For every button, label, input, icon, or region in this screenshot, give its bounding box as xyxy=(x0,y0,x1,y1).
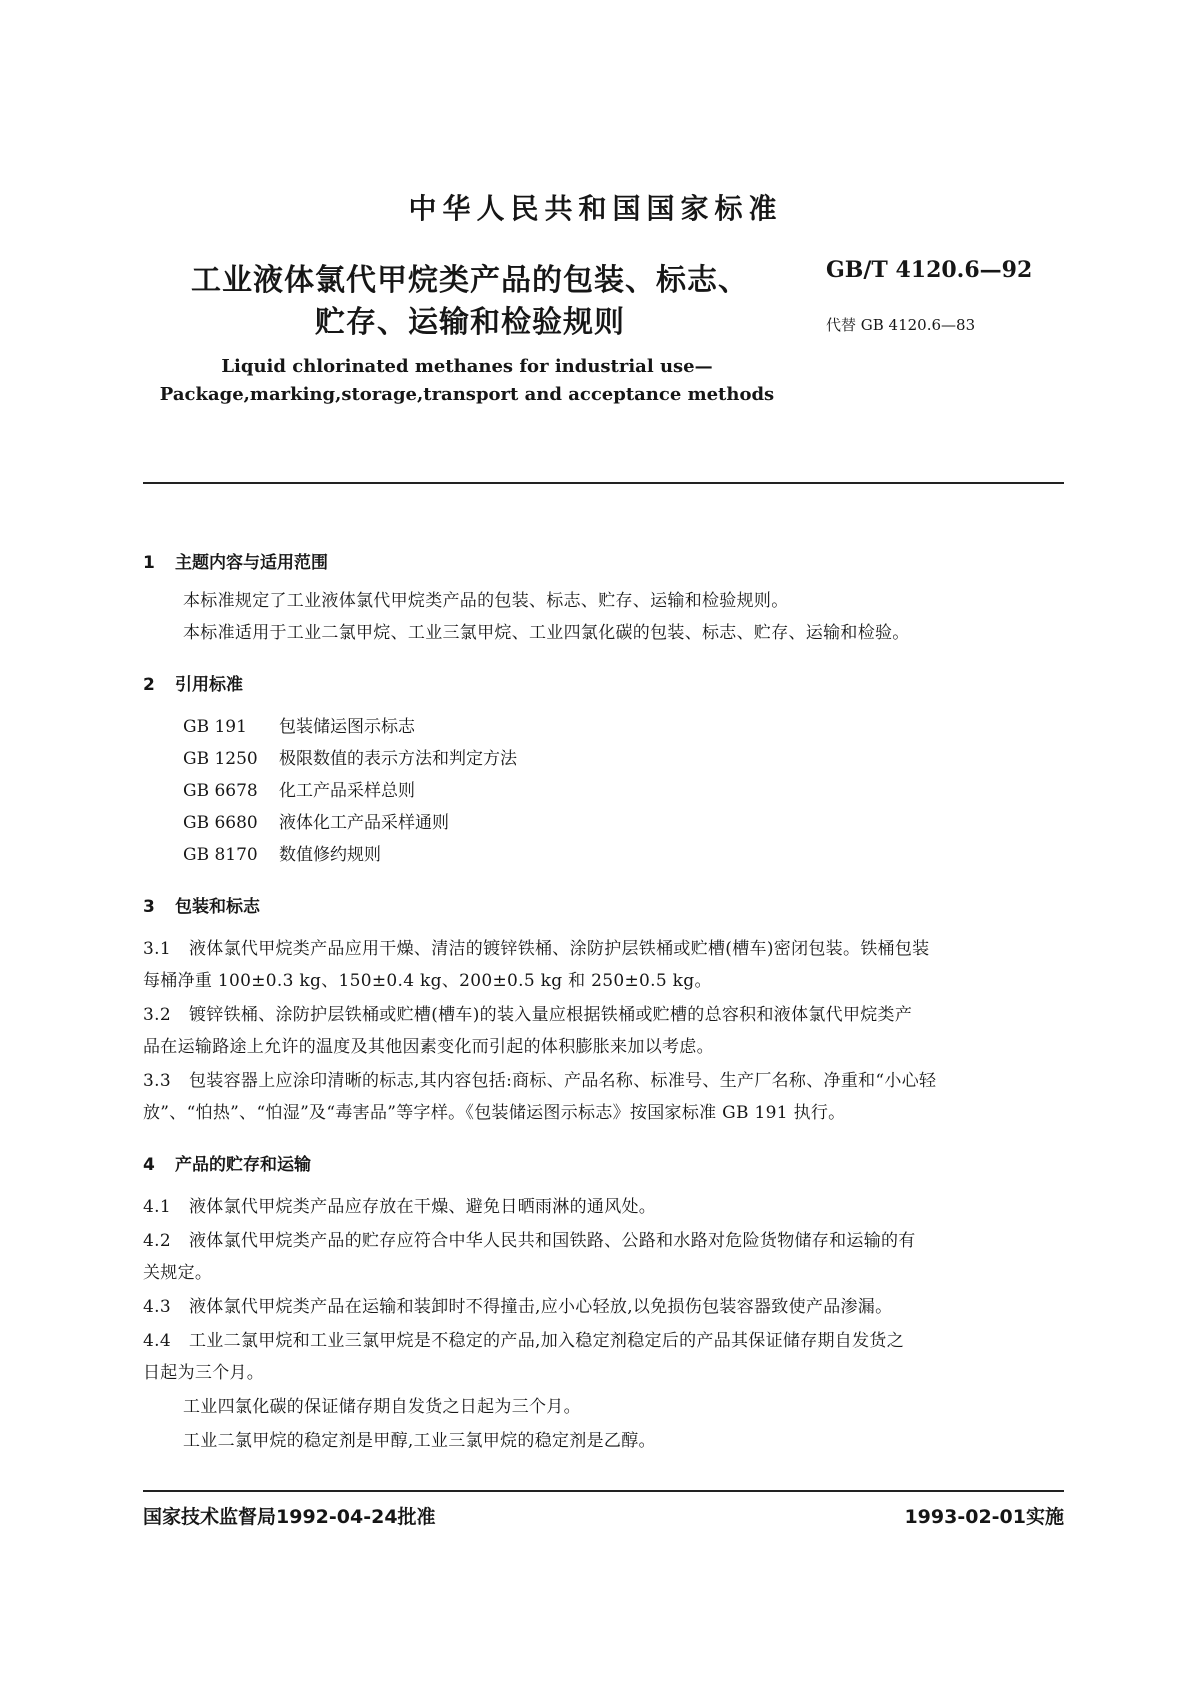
reference-code: GB 6680 xyxy=(183,813,258,833)
reference-title: 数值修约规则 xyxy=(279,845,381,865)
clause-4-1-line-1 xyxy=(143,1192,656,1217)
section-title: 产品的贮存和运输 xyxy=(175,1155,311,1175)
clause-text: 液体氯代甲烷类产品的贮存应符合中华人民共和国铁路、公路和水路对危险货物储存和运输的有 xyxy=(189,1231,916,1251)
replaces-standard: 代替 GB 4120.6—83 xyxy=(826,316,976,334)
document-title-line1: 工业液体氯代甲烷类产品的包装、标志、 xyxy=(191,263,749,298)
clause-text: 包装容器上应涂印清晰的标志,其内容包括:商标、产品名称、标准号、生产厂名称、净重和“小心轻 xyxy=(189,1071,937,1091)
section-4-paragraph-1: 工业四氯化碳的保证储存期自发货之日起为三个月。 xyxy=(183,1397,581,1417)
reference-item xyxy=(183,776,415,801)
clause-3-1-line-2: 每桶净重 100±0.3 kg、150±0.4 kg、200±0.5 kg 和 250±0.5 kg。 xyxy=(143,971,712,991)
reference-code: GB 191 xyxy=(183,717,247,737)
section-number: 1 xyxy=(143,553,155,573)
section-number: 2 xyxy=(143,675,155,695)
reference-code: GB 1250 xyxy=(183,749,258,769)
reference-item xyxy=(183,808,449,833)
clause-number: 3.3 xyxy=(143,1071,171,1091)
clause-3-3-line-1 xyxy=(143,1066,936,1091)
clause-4-2-line-2: 关规定。 xyxy=(143,1263,213,1283)
section-title: 主题内容与适用范围 xyxy=(175,553,328,573)
reference-item xyxy=(183,840,381,865)
clause-text: 液体氯代甲烷类产品在运输和装卸时不得撞击,应小心轻放,以免损伤包装容器致使产品渗漏。 xyxy=(189,1297,893,1317)
country-standard-heading: 中华人民共和国国家标准 xyxy=(408,192,783,225)
clause-number: 4.1 xyxy=(143,1197,171,1217)
clause-text: 镀锌铁桶、涂防护层铁桶或贮槽(槽车)的装入量应根据铁桶或贮槽的总容积和液体氯代甲烷类产 xyxy=(189,1005,913,1025)
reference-title: 液体化工产品采样通则 xyxy=(279,813,449,833)
reference-title: 极限数值的表示方法和判定方法 xyxy=(279,749,517,769)
section-4-heading xyxy=(143,1150,311,1175)
clause-text: 液体氯代甲烷类产品应用干燥、清洁的镀锌铁桶、涂防护层铁桶或贮槽(槽车)密闭包装。铁桶包装 xyxy=(189,939,930,959)
clause-4-4-line-2: 日起为三个月。 xyxy=(143,1363,265,1383)
clause-number: 3.2 xyxy=(143,1005,171,1025)
footer-divider xyxy=(143,1490,1064,1492)
english-title-line2: Package,marking,storage,transport and acceptance methods xyxy=(159,384,775,405)
document-title-line2: 贮存、运输和检验规则 xyxy=(315,305,625,340)
implementation-date: 1993-02-01实施 xyxy=(904,1506,1064,1528)
section-number: 3 xyxy=(143,897,155,917)
clause-number: 4.2 xyxy=(143,1231,171,1251)
section-title: 包装和标志 xyxy=(175,897,260,917)
clause-3-3-line-2: 放”、“怕热”、“怕湿”及“毒害品”等字样。《包装储运图示标志》按国家标准 GB 191 执行。 xyxy=(143,1103,846,1123)
clause-number: 4.3 xyxy=(143,1297,171,1317)
reference-code: GB 6678 xyxy=(183,781,258,801)
clause-4-4-line-1 xyxy=(143,1326,904,1351)
reference-item xyxy=(183,744,517,769)
clause-4-3-line-1 xyxy=(143,1292,892,1317)
reference-item xyxy=(183,712,415,737)
section-number: 4 xyxy=(143,1155,155,1175)
header-divider xyxy=(143,482,1064,484)
section-1-heading xyxy=(143,548,328,573)
clause-3-2-line-2: 品在运输路途上允许的温度及其他因素变化而引起的体积膨胀来加以考虑。 xyxy=(143,1037,714,1057)
section-2-heading xyxy=(143,670,243,695)
approval-date: 国家技术监督局1992-04-24批准 xyxy=(143,1506,436,1528)
section-1-paragraph-2: 本标准适用于工业二氯甲烷、工业三氯甲烷、工业四氯化碳的包装、标志、贮存、运输和检验。 xyxy=(183,623,910,643)
reference-title: 化工产品采样总则 xyxy=(279,781,415,801)
clause-number: 4.4 xyxy=(143,1331,171,1351)
standard-code: GB/T 4120.6—92 xyxy=(826,257,1033,283)
english-title-line1: Liquid chlorinated methanes for industrial use— xyxy=(221,356,713,377)
clause-3-2-line-1 xyxy=(143,1000,912,1025)
section-title: 引用标准 xyxy=(175,675,243,695)
section-1-paragraph-1: 本标准规定了工业液体氯代甲烷类产品的包装、标志、贮存、运输和检验规则。 xyxy=(183,591,789,611)
section-3-heading xyxy=(143,892,260,917)
clause-text: 液体氯代甲烷类产品应存放在干燥、避免日晒雨淋的通风处。 xyxy=(189,1197,657,1217)
clause-number: 3.1 xyxy=(143,939,171,959)
clause-4-2-line-1 xyxy=(143,1226,916,1251)
reference-code: GB 8170 xyxy=(183,845,258,865)
clause-3-1-line-1 xyxy=(143,934,929,959)
clause-text: 工业二氯甲烷和工业三氯甲烷是不稳定的产品,加入稳定剂稳定后的产品其保证储存期自发货之 xyxy=(189,1331,905,1351)
section-4-paragraph-2: 工业二氯甲烷的稳定剂是甲醇,工业三氯甲烷的稳定剂是乙醇。 xyxy=(183,1431,656,1451)
reference-title: 包装储运图示标志 xyxy=(279,717,415,737)
